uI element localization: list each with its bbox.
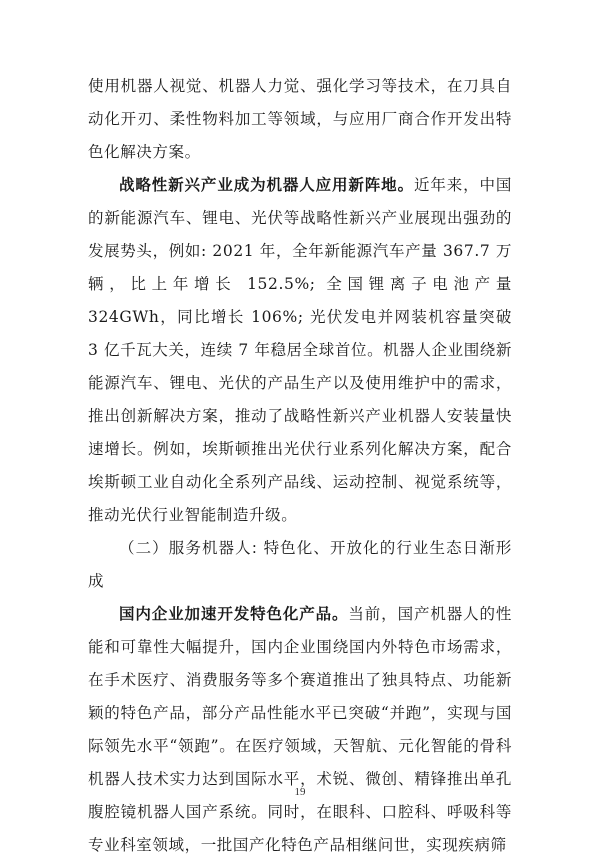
paragraph-3 xyxy=(88,598,512,862)
paragraph-2 xyxy=(88,169,512,532)
paragraph-1 xyxy=(88,70,512,169)
paragraph-2-text: 近年来，中国的新能源汽车、锂电、光伏等战略性新兴产业展现出强劲的发展势头，例如: 2021 年，全年新能源汽车产量 367.7 万辆，比上年增长 152.5%; 全国锂离子电池产量 324GWh，同比增长 106%; 光伏发电并网装机容量突破 3 亿千瓦大关，连续 7 年稳居全球首位。机器人企业围绕新能源汽车、锂电、光伏的产品生产以及使用维护中的需求，推出创新解决方案，推动了战略性新兴产业机器人安装量快速增长。例如，埃斯顿推出光伏行业系列化解决方案，配合埃斯顿工业自动化全系列产品线、运动控制、视觉系统等，推动光伏行业智能制造升级。 xyxy=(88,176,512,524)
page-body xyxy=(88,70,512,862)
paragraph-3-text: 当前，国产机器人的性能和可靠性大幅提升，国内企业围绕国内外特色市场需求，在手术医疗、消费服务等多个赛道推出了独具特点、功能新颖的特色产品，部分产品性能水平已突破“并跑”，实现与国际领先水平“领跑”。在医疗领域，天智航、元化智能的骨科机器人技术实力达到国际水平，术锐、微创、精锋推出单孔腹腔镜机器人国产系统。同时，在眼科、口腔科、呼吸科等专业科室领域，一批国产化特色产品相继问世，实现疾病筛 xyxy=(88,605,512,854)
section-heading: （二）服务机器人: 特色化、开放化的行业生态日渐形成 xyxy=(88,539,512,590)
paragraph-2-lead: 战略性新兴产业成为机器人应用新阵地。 xyxy=(119,176,414,194)
paragraph-1-text: 使用机器人视觉、机器人力觉、强化学习等技术，在刀具自动化开刃、柔性物料加工等领域，与应用厂商合作开发出特色化解决方案。 xyxy=(88,77,512,161)
paragraph-3-lead: 国内企业加速开发特色化产品。 xyxy=(119,605,349,623)
page-number: 19 xyxy=(294,786,306,798)
